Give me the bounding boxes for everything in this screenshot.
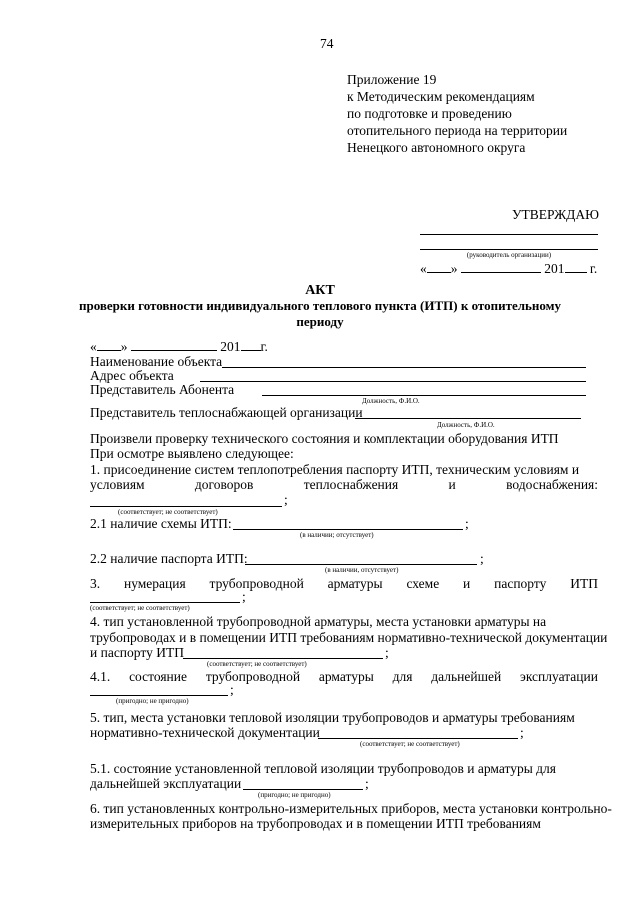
word: 3. (90, 576, 101, 591)
item-41-caption: (пригодно; не пригодно) (116, 697, 189, 705)
word: и (448, 477, 456, 492)
year-suffix: г. (589, 261, 598, 276)
object-name-label: Наименование объекта (90, 354, 223, 369)
item-5-field[interactable] (318, 738, 518, 739)
object-name-field[interactable] (222, 367, 586, 368)
year-suffix: г. (260, 339, 268, 354)
item-5-line: нормативно-технической документации (90, 725, 320, 740)
approval-line (420, 249, 598, 250)
word: паспорту (494, 576, 547, 591)
item-3-field[interactable] (90, 602, 240, 603)
word: нумерация (123, 576, 186, 591)
item-1-words (90, 477, 598, 493)
item-4-line: трубопроводах и в помещении ИТП требованиям нормативно-технической документации (90, 630, 608, 645)
semicolon: ; (230, 682, 234, 697)
heat-org-rep-field[interactable] (355, 418, 581, 419)
item-6-line: измерительных приборов на трубопроводах и в помещении ИТП требованиям (90, 816, 541, 831)
appendix-line: к Методическим рекомендациям (347, 89, 535, 104)
word: дальнейшей (431, 669, 502, 684)
position-caption: Должность, Ф.И.О. (437, 421, 495, 429)
item-22-label: 2.2 наличие паспорта ИТП: (90, 551, 248, 566)
approval-caption: (руководитель организации) (466, 251, 552, 259)
item-22-caption: (в наличии, отсутствует) (325, 566, 399, 574)
word: теплоснабжения (303, 477, 399, 492)
semicolon: ; (284, 492, 288, 507)
item-41-field[interactable] (90, 695, 228, 696)
word: арматуры (318, 669, 374, 684)
item-21-label: 2.1 наличие схемы ИТП: (90, 516, 232, 531)
quote-open: « (420, 261, 427, 276)
semicolon: ; (480, 551, 484, 566)
semicolon: ; (242, 589, 246, 604)
intro-line: При осмотре выявлено следующее: (90, 446, 294, 461)
item-4-field[interactable] (183, 658, 383, 659)
appendix-line: отопительного периода на территории (347, 123, 568, 138)
object-address-field[interactable] (200, 381, 586, 382)
item-51-line: 5.1. состояние установленной тепловой изоляции трубопроводов и арматуры для (90, 761, 556, 776)
semicolon: ; (465, 516, 469, 531)
word: арматуры (327, 576, 383, 591)
word: схеме (406, 576, 440, 591)
appendix-line: по подготовке и проведению (347, 106, 512, 121)
subscriber-rep-field[interactable] (262, 395, 586, 396)
item-51-field[interactable] (243, 789, 363, 790)
word: водоснабжения: (506, 477, 598, 492)
word: состояние (129, 669, 187, 684)
approval-line (420, 234, 598, 235)
word: эксплуатации (520, 669, 598, 684)
word: 4.1. (90, 669, 111, 684)
quote-open: « (90, 339, 97, 354)
year-prefix: 201 (544, 261, 565, 276)
word: ИТП (570, 576, 598, 591)
word: для (392, 669, 413, 684)
item-22-field[interactable] (245, 564, 477, 565)
item-1-field[interactable] (90, 506, 282, 507)
approval-date (420, 261, 597, 277)
appendix-line: Приложение 19 (347, 72, 437, 87)
word: и (463, 576, 471, 591)
item-5-line: 5. тип, места установки тепловой изоляции трубопроводов и арматуры требованиям (90, 710, 575, 725)
intro-line: Произвели проверку технического состояния и комплектации оборудования ИТП (90, 431, 559, 446)
semicolon: ; (385, 645, 389, 660)
item-21-caption: (в наличии; отсутствует) (300, 531, 374, 539)
word: договоров (194, 477, 254, 492)
act-subtitle-line: периоду (296, 314, 344, 329)
appendix-block (347, 71, 567, 156)
quote-close: » (120, 339, 128, 354)
page-number: 74 (320, 36, 334, 51)
act-title: АКТ (305, 283, 335, 298)
object-address-label: Адрес объекта (90, 368, 174, 383)
year-prefix: 201 (220, 339, 241, 354)
heat-org-rep-label: Представитель теплоснабжающей организации (90, 405, 363, 420)
act-subtitle (0, 298, 640, 330)
item-51-caption: (пригодно; не пригодно) (258, 791, 331, 799)
semicolon: ; (365, 776, 369, 791)
item-6-line: 6. тип установленных контрольно-измерительных приборов, места установки контрольно- (90, 801, 612, 816)
item-51-line: дальнейшей эксплуатации (90, 776, 242, 791)
act-subtitle-line: проверки готовности индивидуального теплового пункта (ИТП) к отопительному (78, 298, 562, 313)
item-4-line: и паспорту ИТП (90, 645, 184, 660)
subscriber-rep-label: Представитель Абонента (90, 382, 235, 397)
item-21-field[interactable] (233, 529, 463, 530)
approval-title: УТВЕРЖДАЮ (512, 207, 600, 222)
item-1-line: 1. присоединение систем теплопотребления паспорту ИТП, техническим условиям и (90, 462, 580, 477)
word: трубопроводной (209, 576, 304, 591)
item-4-line: 4. тип установленной трубопроводной арматуры, места установки арматуры на (90, 614, 547, 629)
position-caption: Должность, Ф.И.О. (362, 397, 420, 405)
act-date (90, 339, 268, 355)
item-3-words (90, 576, 598, 592)
item-4-caption: (соответствует; не соответствует) (207, 660, 307, 668)
appendix-line: Ненецкого автономного округа (347, 140, 526, 155)
quote-close: » (450, 261, 458, 276)
item-1-caption: (соответствует; не соответствует) (118, 508, 218, 516)
item-3-caption: (соответствует; не соответствует) (90, 604, 190, 612)
item-41-words (90, 669, 598, 685)
word: условиям (90, 477, 145, 492)
semicolon: ; (520, 725, 524, 740)
item-5-caption: (соответствует; не соответствует) (360, 740, 460, 748)
word: трубопроводной (205, 669, 301, 684)
